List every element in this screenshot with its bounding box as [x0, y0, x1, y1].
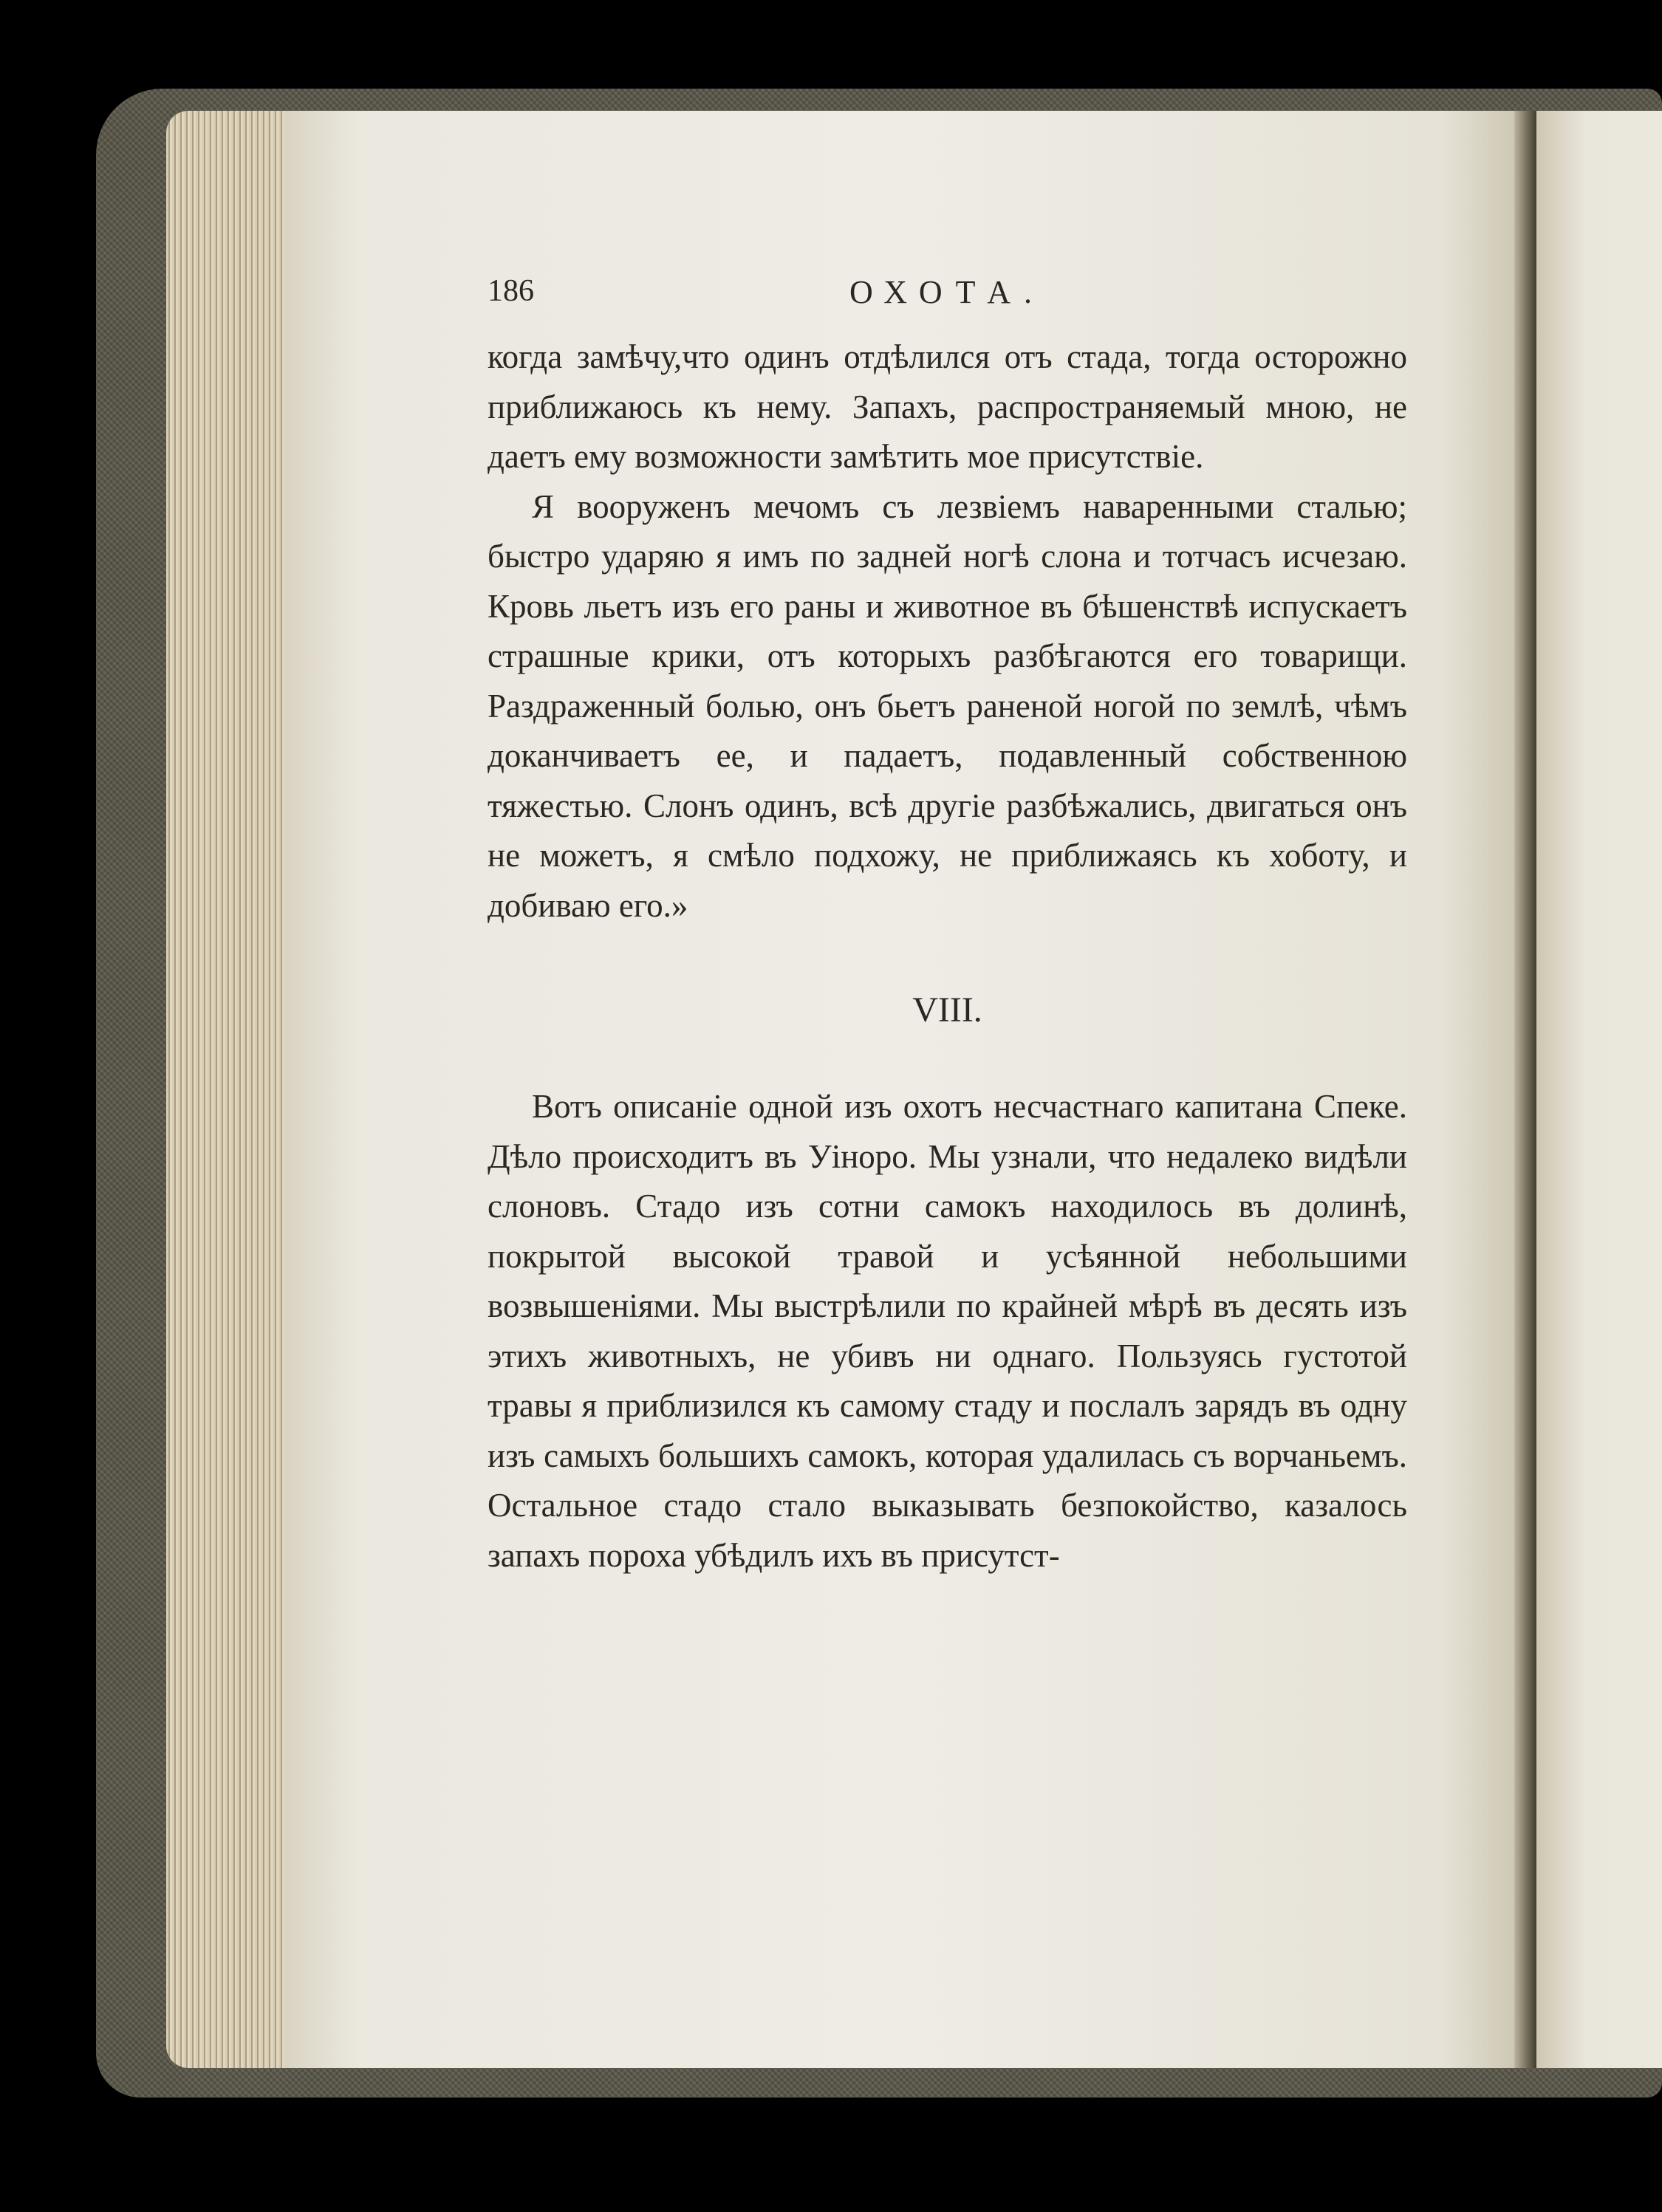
running-head: [488, 266, 1407, 332]
section-heading: VIII.: [912, 990, 982, 1030]
paragraph-2: Я вооруженъ мечомъ съ лезвіемъ наваренными сталью; быстро ударяю я имъ по задней ногѣ слона и тотчасъ исчезаю. Кровь льетъ изъ его раны и животное въ бѣшенствѣ испускаетъ страшные крики, отъ которыхъ разбѣгаются его товарищи. Раздраженный болью, онъ бьетъ раненой ногой по землѣ, чѣмъ доканчиваетъ ее, и падаетъ, подавленный собственною тяжестью. Слонъ одинъ, всѣ другіе разбѣжались, двигаться онъ не можетъ, я смѣло подхожу, не приближаясь къ хоботу, и добиваю его.»: [488, 487, 1407, 924]
running-title: ОХОТА.: [849, 274, 1046, 310]
page-number: 186: [488, 274, 534, 308]
book-gutter: [1514, 111, 1538, 2068]
paragraph-3: Вотъ описаніе одной изъ охотъ несчастнаго капитана Спеке. Дѣло происходитъ въ Уіноро. Мы узнали, что недалеко видѣли слоновъ. Стадо изъ сотни самокъ находилось въ долинѣ, покрытой высокой травой и усѣянной небольшими возвышеніями. Мы выстрѣлили по крайней мѣрѣ въ десять изъ этихъ животныхъ, не убивъ ни однаго. Пользуясь густотой травы я приблизился къ самому стаду и послалъ зарядъ въ одну изъ самыхъ большихъ самокъ, которая удалилась съ ворчаньемъ. Остальное стадо стало выказывать безпокойство, казалось запахъ пороха убѣдилъ ихъ въ присутст-: [488, 1088, 1407, 1574]
page-text-block: [488, 266, 1407, 1581]
page-edges: [166, 111, 292, 2068]
facing-page-edge: [1536, 111, 1662, 2068]
paragraph-1: когда замѣчу,что одинъ отдѣлился отъ стада, тогда осторожно приближаюсь къ нему. Запахъ, распространяемый мною, не даетъ ему возможности замѣтить мое присутствіе.: [488, 338, 1407, 475]
